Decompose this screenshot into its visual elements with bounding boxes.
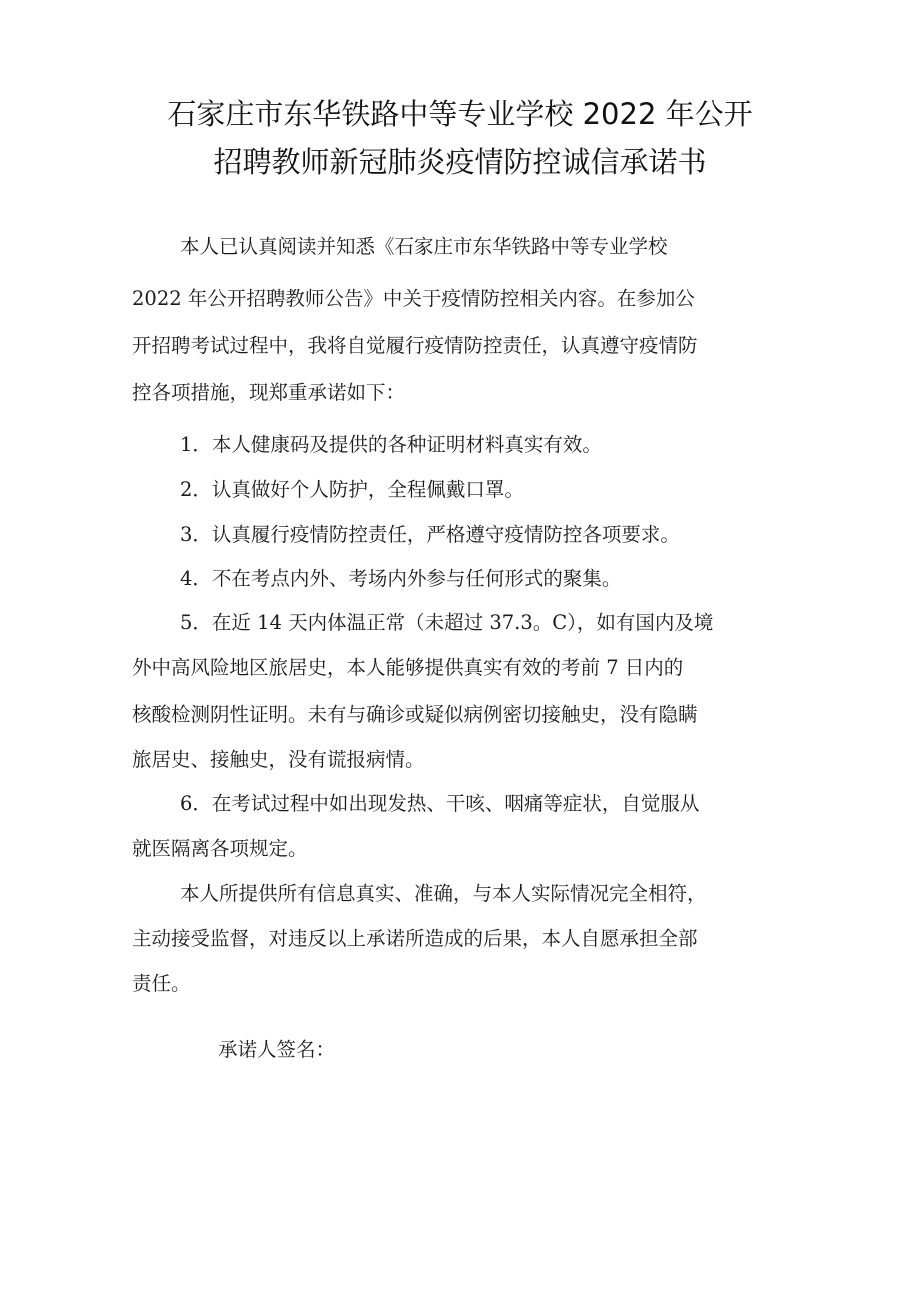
intro-line-4: 控各项措施，现郑重承诺如下：	[132, 381, 406, 404]
item-5-line-3: 核酸检测阴性证明。未有与确诊或疑似病例密切接触史，没有隐瞒	[132, 703, 698, 726]
document-title-line-1: 石家庄市东华铁路中等专业学校 2022 年公开	[167, 97, 753, 131]
signature-label: 承诺人签名：	[218, 1038, 336, 1061]
item-4: 4．不在考点内外、考场内外参与任何形式的聚集。	[180, 567, 622, 590]
item-6-line-1: 6．在考试过程中如出现发热、干咳、咽痛等症状，自觉服从	[180, 792, 700, 815]
item-5-line-1: 5．在近 14 天内体温正常（未超过 37.3。C），如有国内及境	[180, 611, 714, 634]
item-2: 2．认真做好个人防护，全程佩戴口罩。	[180, 478, 524, 501]
closing-line-2: 主动接受监督，对违反以上承诺所造成的后果，本人自愿承担全部	[132, 927, 698, 950]
item-6-line-2: 就医隔离各项规定。	[132, 837, 308, 860]
item-5-line-2: 外中高风险地区旅居史，本人能够提供真实有效的考前 7 日内的	[132, 656, 684, 679]
intro-line-2: 2022 年公开招聘教师公告》中关于疫情防控相关内容。在参加公	[132, 287, 695, 310]
item-3: 3．认真履行疫情防控责任，严格遵守疫情防控各项要求。	[180, 523, 680, 546]
closing-line-1: 本人所提供所有信息真实、准确，与本人实际情况完全相符，	[180, 882, 707, 905]
item-5-line-4: 旅居史、接触史，没有谎报病情。	[132, 748, 425, 771]
item-1: 1．本人健康码及提供的各种证明材料真实有效。	[180, 433, 602, 456]
intro-line-3: 开招聘考试过程中，我将自觉履行疫情防控责任，认真遵守疫情防	[132, 334, 698, 357]
intro-line-1: 本人已认真阅读并知悉《石家庄市东华铁路中等专业学校	[180, 235, 668, 258]
closing-line-3: 责任。	[132, 972, 191, 995]
document-title-line-2: 招聘教师新冠肺炎疫情防控诚信承诺书	[213, 145, 707, 179]
